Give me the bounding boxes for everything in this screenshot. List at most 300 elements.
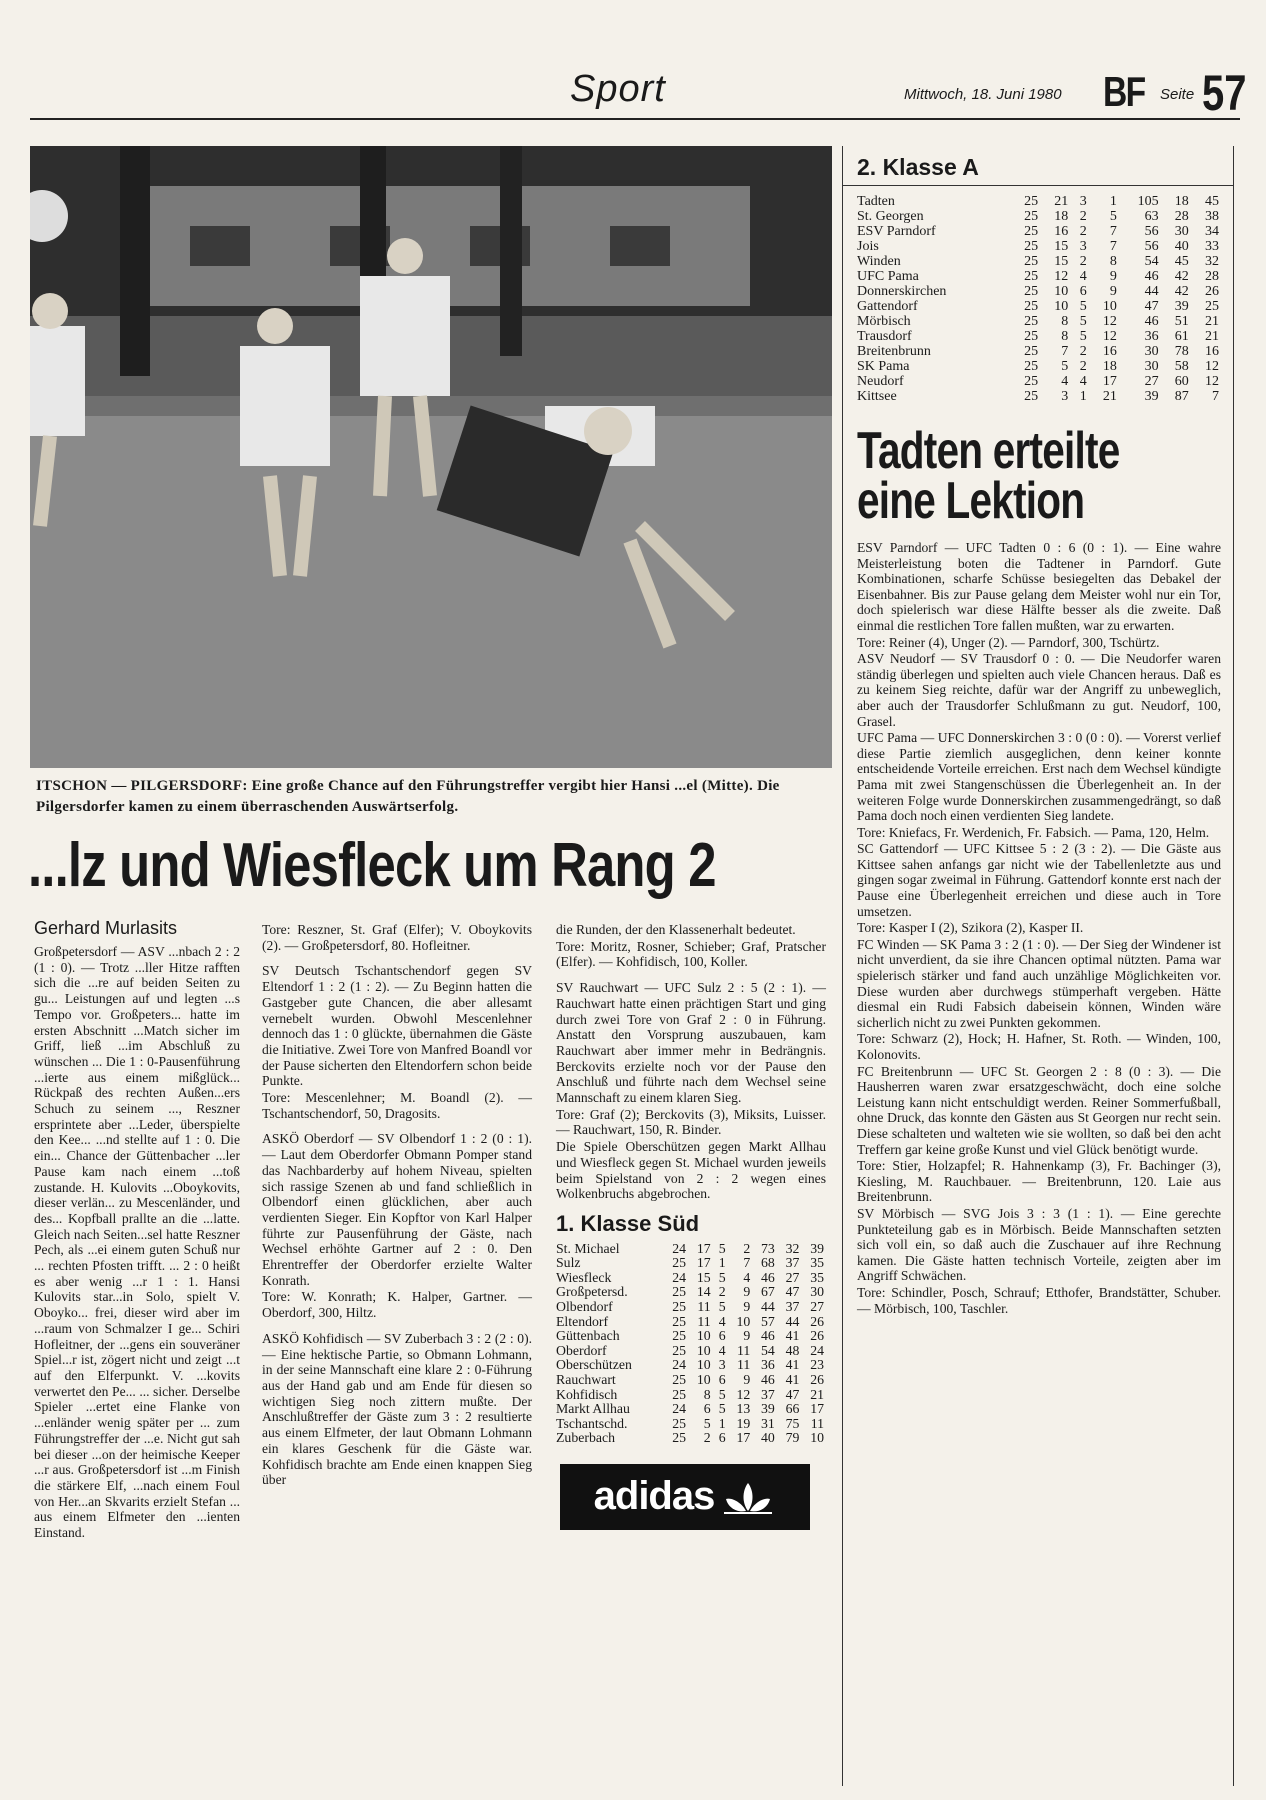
team-name: St. Georgen <box>857 209 924 224</box>
article-column-2 <box>262 922 532 1488</box>
stat-cell: 2 <box>1079 209 1087 224</box>
article-paragraph: UFC Pama — UFC Donnerskirchen 3 : 0 (0 : 0). — Vorerst verlief diese Partie ziemlich ausgeglichen, denn keiner konnte entscheidende Vorteile erreichen. Erst nach dem Wechsel kündigte Pama mit zwei Stangenschüssen die Überlegenheit an. In der weiteren Folge wurde Donnerskirchen zusammengedrängt, so daß Pama doch noch einen verdienten Sieg landete. <box>857 730 1221 824</box>
stat-cell: 28 <box>1174 209 1189 224</box>
stat-cell: 21 <box>1102 389 1117 404</box>
stat-cell: 40 <box>761 1430 775 1446</box>
stat-cell: 11 <box>736 1342 751 1358</box>
stat-cell: 26 <box>810 1328 824 1344</box>
stat-cell: 26 <box>810 1313 824 1329</box>
table-row <box>857 209 1221 224</box>
stat-cell: 25 <box>1024 329 1039 344</box>
stat-cell: 15 <box>1054 239 1069 254</box>
right-headline-line: eine Lektion <box>857 472 1085 530</box>
article-paragraph: ASV Neudorf — SV Trausdorf 0 : 0. — Die Neudorfer waren ständig überlegen und spielten auch viele Chancen heraus. Daß es zu keinem Sieg reichte, dafür war der Angriff zu unbeweglich, aber auch der Trausdorfer Schlußmann zu gut. Neudorf, 100, Grasel. <box>857 651 1221 729</box>
team-name: Tschantschd. <box>556 1415 628 1431</box>
football-photo <box>30 146 832 768</box>
stat-cell: 21 <box>1054 194 1069 209</box>
article-paragraph: FC Winden — SK Pama 3 : 2 (1 : 0). — Der Sieg der Windener ist nicht unverdient, da sie ihre Chancen optimal nützten. Pama war spielerisch stärker und fand auch unzählige Möglichkeiten vor. Diese wurden aber durchwegs stümperhaft vergeben. Hätte diesmal ein Rudi Fabsich dabeisein können, Winden wäre sicherlich nicht zu zwei Punkten gekommen. <box>857 936 1221 1030</box>
article-paragraph: SV Mörbisch — SVG Jois 3 : 3 (1 : 1). — Eine gerechte Punkteteilung gab es in Mörbisch. Beide Mannschaften setzten sich voll ein, so daß auch die Zuschauer auf ihre Rechnung kamen. Die Gäste hatten technisch Vorteile, zeigten aber im Angriff Schwächen. <box>857 1205 1221 1284</box>
table-row <box>857 239 1221 254</box>
adidas-ad <box>560 1464 810 1530</box>
stat-cell: 12 <box>1102 329 1117 344</box>
stat-cell: 58 <box>1174 359 1189 374</box>
article-paragraph: Tore: Moritz, Rosner, Schieber; Graf, Pratscher (Elfer). — Kohfidisch, 100, Koller. <box>556 938 826 970</box>
stat-cell: 15 <box>696 1269 711 1285</box>
table-row <box>556 1285 826 1300</box>
stat-cell: 35 <box>810 1269 824 1285</box>
team-name: SK Pama <box>857 359 910 374</box>
table-row <box>556 1300 826 1315</box>
team-name: Winden <box>857 254 901 269</box>
table-row <box>556 1256 826 1271</box>
stat-cell: 12 <box>1205 359 1219 374</box>
stat-cell: 41 <box>785 1328 800 1344</box>
stat-cell: 5 <box>1079 314 1087 329</box>
team-name: ESV Parndorf <box>857 224 936 239</box>
standings-table-klasse-sued <box>556 1242 826 1446</box>
stat-cell: 46 <box>761 1328 775 1344</box>
team-name: Donnerskirchen <box>857 284 947 299</box>
table-row <box>556 1315 826 1330</box>
article-paragraph: Tore: Schwarz (2), Hock; H. Hafner, St. Roth. — Winden, 100, Kolonovits. <box>857 1031 1221 1062</box>
stat-cell: 10 <box>696 1342 711 1358</box>
stat-cell: 21 <box>1205 329 1219 344</box>
photo-caption: ITSCHON — PILGERSDORF: Eine große Chance auf den Führungstreffer vergibt hier Hansi ...el (Mitte). Die Pilgersdorfer kamen zu einem überraschenden Auswärtserfolg. <box>36 778 780 815</box>
stat-cell: 37 <box>761 1386 775 1402</box>
stat-cell: 44 <box>785 1313 800 1329</box>
stat-cell: 39 <box>1144 389 1159 404</box>
stat-cell: 6 <box>1079 284 1087 299</box>
table-row <box>556 1358 826 1373</box>
team-name: Sulz <box>556 1255 581 1271</box>
table-row <box>556 1417 826 1432</box>
team-name: Wiesfleck <box>556 1269 612 1285</box>
table-row <box>857 374 1221 389</box>
stat-cell: 36 <box>761 1357 775 1373</box>
stat-cell: 30 <box>1144 344 1159 359</box>
stat-cell: 17 <box>810 1401 824 1417</box>
stat-cell: 30 <box>1174 224 1189 239</box>
stat-cell: 1 <box>718 1255 726 1271</box>
stat-cell: 25 <box>672 1415 687 1431</box>
stat-cell: 12 <box>1205 374 1219 389</box>
article-paragraph: FC Breitenbrunn — UFC St. Georgen 2 : 8 (0 : 3). — Die Hausherren waren zwar ersatzgeschwächt, doch eine solche Leistung kann nicht entschuldigt werden. Reiner Sommerfußball, ohne Druck, das konnte den Gästen aus St Georgen nur recht sein. Diese schalteten und walteten wie sie wollten, so daß bei den acht Treffern gar keine große Kunst und viel Glück benötigt wurde. <box>857 1063 1221 1157</box>
team-name: Rauchwart <box>556 1372 616 1387</box>
stat-cell: 1 <box>718 1415 726 1431</box>
stat-cell: 39 <box>761 1401 775 1417</box>
table-row <box>857 269 1221 284</box>
stat-cell: 1 <box>1109 194 1117 209</box>
stat-cell: 25 <box>1024 314 1039 329</box>
stat-cell: 25 <box>1024 374 1039 389</box>
stat-cell: 7 <box>1212 389 1219 404</box>
stat-cell: 26 <box>810 1372 824 1387</box>
stat-cell: 12 <box>736 1386 751 1402</box>
stat-cell: 42 <box>1174 284 1189 299</box>
stat-cell: 46 <box>1144 269 1159 284</box>
stat-cell: 7 <box>1061 344 1069 359</box>
stat-cell: 25 <box>1024 209 1039 224</box>
stat-cell: 18 <box>1102 359 1117 374</box>
stat-cell: 2 <box>1079 359 1087 374</box>
table-title-klasse-a: 2. Klasse A <box>843 154 1233 186</box>
stat-cell: 46 <box>1144 314 1159 329</box>
stat-cell: 5 <box>1109 209 1117 224</box>
stat-cell: 9 <box>743 1284 751 1300</box>
stat-cell: 73 <box>761 1240 775 1256</box>
page-header <box>30 62 1247 121</box>
article-column-3 <box>556 922 826 1530</box>
article-paragraph: Großpetersdorf — ASV ...nbach 2 : 2 (1 : 0). — Trotz ...ller Hitze rafften sich die ...re auf beiden Seiten zu gu... Leistungen auf und legten ...s Tempo vor. Großpeters... hatte im ersten Abschnitt ...Match sicher im Griff, ließ ...im Abschluß zu wünschen ... Die 1 : 0-Pausenführung ...ierte aus einem mißglück... Rückpaß des rechten Außen...ers Schuch zu seinem ..., Reszner ersprintete aber ...Leder, überspielte den Kee... ...nd stellte auf 1 : 0. Die ein... Chance der Güttenbacher ...ler Pause kam nach einem ...toß zustande. H. Kulovits ...Oboykovits, dieser verlän... zu Mescenländer, und des... Kopfball prallte an die ...latte. Gleich nach Seiten...sel hatte Reszner Pech, als ...ei einem guten Schuß nur ... rechten Pfosten trifft. ... 2 : 0 heißt es aber wenig ...r 1 : 1. Hansi Kulovits star...in Solo, spielt V. Oboyko... frei, dieser wird aber im ...raum von Schmalzer I ge... Schiri Hofleitner, der ...gens ein souveräner Spiel...r ist, zögert nicht und zeigt ...t auf den Elferpunkt. V. ...kovits verwertet den Pe... ... sicher. Derselbe Spieler ...ertet eine Flanke von ...enländer wenig später per ... zum Führungstreffer der ...e. Nicht gut sah bei dieser ...on der heimische Keeper ...r aus. Großpetersdorf ist ...m Finish die stärkere Elf, ...nach einem Foul von Her...an Skvarits erzielt Stefan ... aus einem Elfmeter den ...ienten Einstand. <box>34 944 240 1541</box>
stat-cell: 3 <box>1079 239 1087 254</box>
stat-cell: 3 <box>1079 194 1087 209</box>
stat-cell: 25 <box>672 1328 687 1344</box>
stat-cell: 25 <box>1024 299 1039 314</box>
stat-cell: 3 <box>1061 389 1069 404</box>
stat-cell: 11 <box>697 1313 711 1329</box>
stat-cell: 25 <box>1024 224 1039 239</box>
main-headline: ...lz und Wiesfleck um Rang 2 <box>28 831 716 900</box>
team-name: Oberschützen <box>556 1357 632 1373</box>
stat-cell: 6 <box>718 1328 726 1344</box>
stat-cell: 18 <box>1174 194 1189 209</box>
article-paragraph: ASKÖ Kohfidisch — SV Zuberbach 3 : 2 (2 : 0). — Eine hektische Partie, so Obmann Lohmann, in der seine Mannschaft eine klare 2 : 0-Führung aus der Hand gab und am Ende für diesen so wichtigen Sieg noch zittern mußte. Der Anschlußtreffer der Gäste zum 3 : 2 resultierte aus einem Elfmeter, der laut Obmann Lohmann ein klares Geschenk für die Gäste war. Kohfidisch brachte am Ende einen knappen Sieg über <box>262 1330 532 1488</box>
table-row <box>857 344 1221 359</box>
stat-cell: 12 <box>1102 314 1117 329</box>
stat-cell: 2 <box>703 1430 711 1446</box>
stat-cell: 26 <box>1205 284 1219 299</box>
stat-cell: 25 <box>672 1342 687 1358</box>
stat-cell: 4 <box>718 1313 726 1329</box>
right-headline <box>857 422 1141 530</box>
stat-cell: 5 <box>718 1386 726 1402</box>
stat-cell: 68 <box>761 1255 775 1271</box>
stat-cell: 2 <box>1079 224 1087 239</box>
stat-cell: 23 <box>810 1357 824 1373</box>
stat-cell: 6 <box>718 1430 726 1446</box>
team-name: UFC Pama <box>857 269 919 284</box>
section-title: Sport <box>570 68 666 110</box>
article-paragraph: Tore: Kniefacs, Fr. Werdenich, Fr. Fabsich. — Pama, 120, Helm. <box>857 824 1210 840</box>
stat-cell: 5 <box>1061 359 1069 374</box>
article-paragraph: Die Spiele Oberschützen gegen Markt Allhau und Wiesfleck gegen St. Michael wurden jeweils beim Spielstand von 2 : 2 wegen eines Wolkenbruchs abgebrochen. <box>556 1139 826 1202</box>
table-row <box>857 194 1221 209</box>
table-row <box>556 1271 826 1286</box>
stat-cell: 79 <box>785 1430 800 1446</box>
table-row <box>857 389 1221 404</box>
stat-cell: 4 <box>1079 374 1087 389</box>
article-paragraph: Tore: Kasper I (2), Szikora (2), Kasper II. <box>857 920 1084 936</box>
stat-cell: 54 <box>761 1342 775 1358</box>
stat-cell: 27 <box>1144 374 1159 389</box>
stat-cell: 44 <box>761 1299 775 1315</box>
page-label: Seite <box>1160 86 1195 103</box>
stat-cell: 25 <box>1024 254 1039 269</box>
stat-cell: 24 <box>672 1240 687 1256</box>
stat-cell: 35 <box>810 1255 824 1271</box>
stat-cell: 36 <box>1144 329 1159 344</box>
stat-cell: 21 <box>1205 314 1219 329</box>
article-paragraph: Tore: Reiner (4), Unger (2). — Parndorf, 300, Tschürtz. <box>857 634 1160 650</box>
stat-cell: 8 <box>1109 254 1117 269</box>
stat-cell: 45 <box>1205 194 1219 209</box>
stat-cell: 60 <box>1174 374 1189 389</box>
team-name: Tadten <box>857 194 895 209</box>
team-name: St. Michael <box>556 1240 620 1256</box>
stat-cell: 10 <box>1102 299 1117 314</box>
stat-cell: 2 <box>1079 254 1087 269</box>
stat-cell: 32 <box>785 1240 800 1256</box>
article-paragraph: SV Deutsch Tschantschendorf gegen SV Eltendorf 1 : 2 (1 : 2). — Zu Beginn hatten die Gastgeber gute Chancen, die aber allesamt vernebelt wurden. Obwohl Mescenlehner dennoch das 1 : 0 glückte, übernahmen die Gäste die Initiative. Zwei Tore von Manfred Boandl vor der Pause sicherten den Eltendorfern schon beide Punkte. <box>262 963 532 1089</box>
team-name: Trausdorf <box>857 329 912 344</box>
stat-cell: 5 <box>703 1415 711 1431</box>
stat-cell: 7 <box>743 1255 751 1271</box>
stat-cell: 25 <box>1024 344 1039 359</box>
team-name: Kohfidisch <box>556 1386 618 1402</box>
team-name: Gattendorf <box>857 299 918 314</box>
stat-cell: 8 <box>1061 329 1069 344</box>
article-paragraph: Tore: Graf (2); Berckovits (3), Miksits, Luisser. — Rauchwart, 150, R. Binder. <box>556 1106 826 1138</box>
stat-cell: 16 <box>1054 224 1069 239</box>
table-row <box>556 1388 826 1403</box>
stat-cell: 105 <box>1137 194 1159 209</box>
stat-cell: 56 <box>1144 239 1159 254</box>
stat-cell: 25 <box>672 1430 687 1446</box>
stat-cell: 24 <box>672 1401 687 1417</box>
stat-cell: 10 <box>810 1430 824 1446</box>
stat-cell: 12 <box>1054 269 1069 284</box>
stat-cell: 5 <box>1079 299 1087 314</box>
team-name: Großpetersd. <box>556 1284 628 1300</box>
stat-cell: 48 <box>785 1342 800 1358</box>
byline: Gerhard Murlasits <box>34 918 178 938</box>
stat-cell: 25 <box>672 1255 687 1271</box>
team-name: Mörbisch <box>857 314 911 329</box>
stat-cell: 10 <box>696 1357 711 1373</box>
stat-cell: 9 <box>743 1299 751 1315</box>
article-paragraph: Tore: Reszner, St. Graf (Elfer); V. Oboykovits (2). — Großpetersdorf, 80. Hofleitner. <box>262 922 532 953</box>
article-paragraph: Tore: Schindler, Posch, Schrauf; Etthofer, Brandstätter, Schuber. — Mörbisch, 100, Taschler. <box>857 1284 1221 1316</box>
stat-cell: 25 <box>672 1372 687 1387</box>
stat-cell: 25 <box>1024 269 1039 284</box>
article-paragraph: ASKÖ Oberdorf — SV Olbendorf 1 : 2 (0 : 1). — Laut dem Oberdorfer Obmann Pomper stand das Nachbarderby auf hohem Niveau, spielten sich rassige Szenen ab und fand schließlich in Olbendorf einen glücklichen, aber auch verdienten Sieger. Ein Kopftor von Karl Halper führte zur Pausenführung der Gäste, nach Wechsel erhöhte Gartner auf 2 : 0. Den Ehrentreffer der Oberdorfer erzielte Walter Konrath. <box>262 1131 532 1288</box>
stat-cell: 63 <box>1144 209 1159 224</box>
stat-cell: 9 <box>1109 269 1117 284</box>
team-name: Markt Allhau <box>556 1401 630 1417</box>
stat-cell: 6 <box>703 1401 711 1417</box>
right-column <box>842 146 1234 1786</box>
stat-cell: 7 <box>1109 239 1117 254</box>
stat-cell: 4 <box>1061 374 1069 389</box>
stat-cell: 28 <box>1205 269 1219 284</box>
stat-cell: 44 <box>1144 284 1159 299</box>
team-name: Eltendorf <box>556 1313 609 1329</box>
stat-cell: 10 <box>736 1313 751 1329</box>
stat-cell: 30 <box>1144 359 1159 374</box>
team-name: Neudorf <box>857 374 904 389</box>
stat-cell: 6 <box>718 1372 726 1387</box>
table-row <box>857 314 1221 329</box>
stat-cell: 4 <box>1079 269 1087 284</box>
stat-cell: 47 <box>785 1386 800 1402</box>
stat-cell: 66 <box>785 1401 800 1417</box>
stat-cell: 25 <box>672 1299 687 1315</box>
table-row <box>857 359 1221 374</box>
team-name: Zuberbach <box>556 1430 615 1446</box>
table-row <box>556 1373 826 1388</box>
stat-cell: 45 <box>1174 254 1189 269</box>
stat-cell: 34 <box>1205 224 1219 239</box>
stat-cell: 25 <box>672 1284 687 1300</box>
stat-cell: 3 <box>718 1357 726 1373</box>
stat-cell: 4 <box>718 1342 726 1358</box>
stat-cell: 31 <box>761 1415 775 1431</box>
stat-cell: 9 <box>743 1372 751 1387</box>
stat-cell: 33 <box>1205 239 1219 254</box>
team-name: Breitenbrunn <box>857 344 931 359</box>
stat-cell: 39 <box>1174 299 1189 314</box>
table-row <box>857 254 1221 269</box>
stat-cell: 10 <box>696 1372 711 1387</box>
stat-cell: 11 <box>697 1299 711 1315</box>
article-paragraph: ESV Parndorf — UFC Tadten 0 : 6 (0 : 1). — Eine wahre Meisterleistung boten die Tadtener in Parndorf. Gute Kombinationen, scharfe Schüsse besiegelten das Debakel der Eisenbahner. Bis zur Pause gelang dem Meister wohl nur ein Tor, doch spielerisch war diese Hälfte besser als die zweite. Daß einmal die restlichen Tore fallen mußten, war zu erwarten. <box>857 540 1221 633</box>
stat-cell: 5 <box>1079 329 1087 344</box>
stat-cell: 78 <box>1174 344 1189 359</box>
stat-cell: 5 <box>718 1299 726 1315</box>
stat-cell: 13 <box>736 1401 751 1417</box>
stat-cell: 32 <box>1205 254 1219 269</box>
stat-cell: 5 <box>718 1401 726 1417</box>
stat-cell: 25 <box>1205 299 1219 314</box>
stat-cell: 39 <box>810 1240 824 1256</box>
stat-cell: 24 <box>672 1269 687 1285</box>
stat-cell: 40 <box>1174 239 1189 254</box>
standings-table-klasse-a <box>857 194 1221 404</box>
table-title-klasse-sued: 1. Klasse Süd <box>556 1210 700 1236</box>
photo-illustration <box>30 146 832 768</box>
article-paragraph: Tore: Stier, Holzapfel; R. Hahnenkamp (3), Fr. Bachinger (3), Kiesling, M. Rauchbauer. — Breitenbrunn, 120. Laie aus Breitenbrunn. <box>857 1158 1221 1205</box>
trefoil-icon <box>720 1477 776 1517</box>
page-number: 57 <box>1202 65 1247 121</box>
stat-cell: 4 <box>743 1269 751 1285</box>
stat-cell: 5 <box>718 1240 726 1256</box>
stat-cell: 25 <box>672 1386 687 1402</box>
stat-cell: 18 <box>1054 209 1069 224</box>
table-row <box>857 329 1221 344</box>
stat-cell: 54 <box>1144 254 1159 269</box>
stat-cell: 17 <box>696 1255 711 1271</box>
stat-cell: 2 <box>718 1284 726 1300</box>
stat-cell: 56 <box>1144 224 1159 239</box>
article-paragraph: die Runden, der den Klassenerhalt bedeutet. <box>556 922 796 937</box>
stat-cell: 5 <box>718 1269 726 1285</box>
stat-cell: 16 <box>1102 344 1117 359</box>
stat-cell: 47 <box>785 1284 800 1300</box>
issue-date: Mittwoch, 18. Juni 1980 <box>904 86 1062 103</box>
stat-cell: 17 <box>1102 374 1117 389</box>
stat-cell: 1 <box>1079 389 1087 404</box>
table-row <box>556 1344 826 1359</box>
stat-cell: 47 <box>1144 299 1159 314</box>
stat-cell: 25 <box>1024 359 1039 374</box>
stat-cell: 27 <box>810 1299 824 1315</box>
stat-cell: 37 <box>785 1299 800 1315</box>
stat-cell: 30 <box>810 1284 824 1300</box>
stat-cell: 24 <box>810 1342 824 1358</box>
stat-cell: 37 <box>785 1255 800 1271</box>
stat-cell: 10 <box>696 1328 711 1344</box>
team-name: Kittsee <box>857 389 897 404</box>
stat-cell: 24 <box>672 1357 687 1373</box>
stat-cell: 2 <box>743 1240 751 1256</box>
team-name: Oberdorf <box>556 1342 607 1358</box>
stat-cell: 25 <box>1024 284 1039 299</box>
stat-cell: 11 <box>810 1415 824 1431</box>
stat-cell: 57 <box>761 1313 775 1329</box>
table-row <box>857 224 1221 239</box>
stat-cell: 61 <box>1174 329 1189 344</box>
table-row <box>857 284 1221 299</box>
article-paragraph: SV Rauchwart — UFC Sulz 2 : 5 (2 : 1). — Rauchwart hatte einen prächtigen Start und ging durch zwei Tore von Graf 2 : 0 in Führung. Anstatt den Vorsprung auszubauen, kam Rauchwart aber immer mehr in Bedrängnis. Berckovits erzielte noch vor der Pause den Anschluß und führte nach dem Wechsel seine Mannschaft zu einem klaren Sieg. <box>556 980 826 1106</box>
stat-cell: 17 <box>696 1240 711 1256</box>
adidas-logo-text: adidas <box>593 1474 715 1519</box>
stat-cell: 7 <box>1109 224 1117 239</box>
stat-cell: 25 <box>1024 194 1039 209</box>
table-row <box>556 1431 826 1446</box>
team-name: Olbendorf <box>556 1299 613 1315</box>
right-article <box>857 540 1221 1316</box>
article-paragraph: SC Gattendorf — UFC Kittsee 5 : 2 (3 : 2). — Die Gäste aus Kittsee sahen anfangs gar nicht wie der Tabellenletzte aus und gingen sogar zweimal in Führung. Gattendorf konnte erst nach der Pause eine Überlegenheit erreichen und diese auch in Tore umsetzen. <box>857 841 1221 919</box>
article-paragraph: Tore: W. Konrath; K. Halper, Gartner. — Oberdorf, 300, Hiltz. <box>262 1289 532 1321</box>
stat-cell: 8 <box>1061 314 1069 329</box>
stat-cell: 25 <box>1024 239 1039 254</box>
stat-cell: 41 <box>785 1357 800 1373</box>
stat-cell: 67 <box>761 1284 775 1300</box>
team-name: Jois <box>857 239 879 254</box>
paper-logo: BF <box>1103 68 1145 115</box>
stat-cell: 42 <box>1174 269 1189 284</box>
team-name: Güttenbach <box>556 1328 620 1344</box>
stat-cell: 9 <box>1109 284 1117 299</box>
article-column-1 <box>34 944 240 1541</box>
stat-cell: 15 <box>1054 254 1069 269</box>
stat-cell: 21 <box>810 1386 824 1402</box>
table-row <box>857 299 1221 314</box>
stat-cell: 87 <box>1174 389 1189 404</box>
stat-cell: 16 <box>1205 344 1219 359</box>
stat-cell: 8 <box>703 1386 711 1402</box>
article-paragraph: Tore: Mescenlehner; M. Boandl (2). — Tschantschendorf, 50, Dragosits. <box>262 1090 532 1121</box>
table-row <box>556 1402 826 1417</box>
stat-cell: 19 <box>736 1415 751 1431</box>
stat-cell: 38 <box>1205 209 1219 224</box>
right-headline-line: Tadten erteilte <box>857 422 1120 480</box>
stat-cell: 11 <box>736 1357 751 1373</box>
stat-cell: 14 <box>696 1284 711 1300</box>
stat-cell: 10 <box>1054 284 1069 299</box>
stat-cell: 10 <box>1054 299 1069 314</box>
stat-cell: 17 <box>736 1430 751 1446</box>
stat-cell: 41 <box>785 1372 800 1387</box>
stat-cell: 9 <box>743 1328 751 1344</box>
stat-cell: 46 <box>761 1269 775 1285</box>
stat-cell: 2 <box>1079 344 1087 359</box>
stat-cell: 75 <box>785 1415 800 1431</box>
stat-cell: 51 <box>1174 314 1189 329</box>
table-row <box>556 1242 826 1257</box>
stat-cell: 25 <box>1024 389 1039 404</box>
table-row <box>556 1329 826 1344</box>
